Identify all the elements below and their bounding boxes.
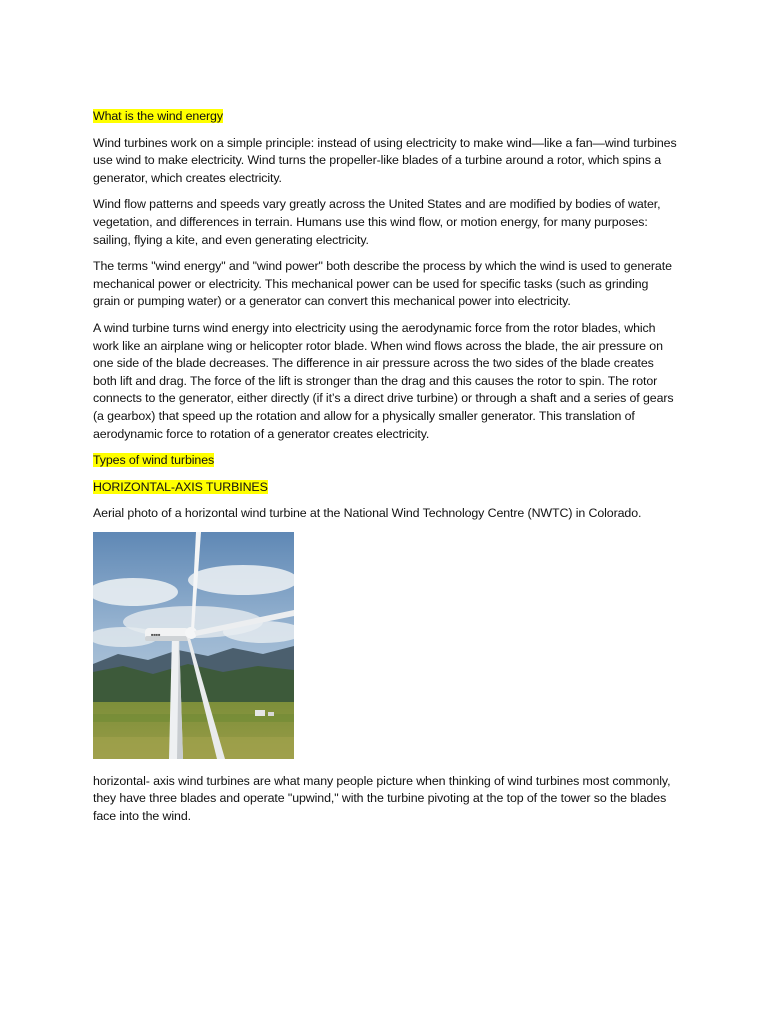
image-caption: Aerial photo of a horizontal wind turbine at the National Wind Technology Centre (NWTC) in Colorado.: [93, 506, 642, 521]
wind-turbine-illustration: [93, 532, 294, 759]
heading-types-of-turbines: Types of wind turbines: [93, 453, 215, 468]
paragraph-horizontal-axis: horizontal- axis wind turbines are what many people picture when thinking of wind turbines most commonly, they have three blades and operate "upwind," with the turbine pivoting at the top of the tower so the blades face into the wind.: [93, 773, 671, 824]
heading-what-is-wind-energy: What is the wind energy: [93, 109, 223, 123]
paragraph-terms: The terms "wind energy" and "wind power" both describe the process by which the wind is used to generate mechanical power or electricity. This mechanical power can be used for specific tasks (such as grinding grain or pumping water) or a generator can convert this mechanical power into electricity.: [93, 259, 672, 309]
document-page: [93, 108, 677, 835]
paragraph-wind-flow: Wind flow patterns and speeds vary greatly across the United States and are modified by bodies of water, vegetation, and differences in terrain. Humans use this wind flow, or motion energy, for many purposes: sailing, flying a kite, and even generating electricity.: [93, 197, 661, 247]
wind-turbine-photo: [93, 532, 294, 759]
paragraph-principle: Wind turbines work on a simple principle: instead of using electricity to make wind—like a fan—wind turbines use wind to make electricity. Wind turns the propeller-like blades of a turbine around a rotor, which spins a generator, which creates electricity.: [93, 135, 677, 185]
paragraph-aerodynamics: A wind turbine turns wind energy into electricity using the aerodynamic force from the rotor blades, which work like an airplane wing or helicopter rotor blade. When wind flows across the blade, the air pressure on one side of the blade decreases. The difference in air pressure across the two sides of the blade creates both lift and drag. The force of the lift is stronger than the drag and this causes the rotor to spin. The rotor connects to the generator, either directly (if it’s a direct drive turbine) or through a shaft and a series of gears (a gearbox) that speed up the rotation and allow for a physically smaller generator. This translation of aerodynamic force to rotation of a generator creates electricity.: [93, 320, 674, 441]
svg-text:■■■■: ■■■■: [151, 631, 161, 637]
heading-horizontal-axis: HORIZONTAL-AXIS TURBINES: [93, 479, 268, 494]
